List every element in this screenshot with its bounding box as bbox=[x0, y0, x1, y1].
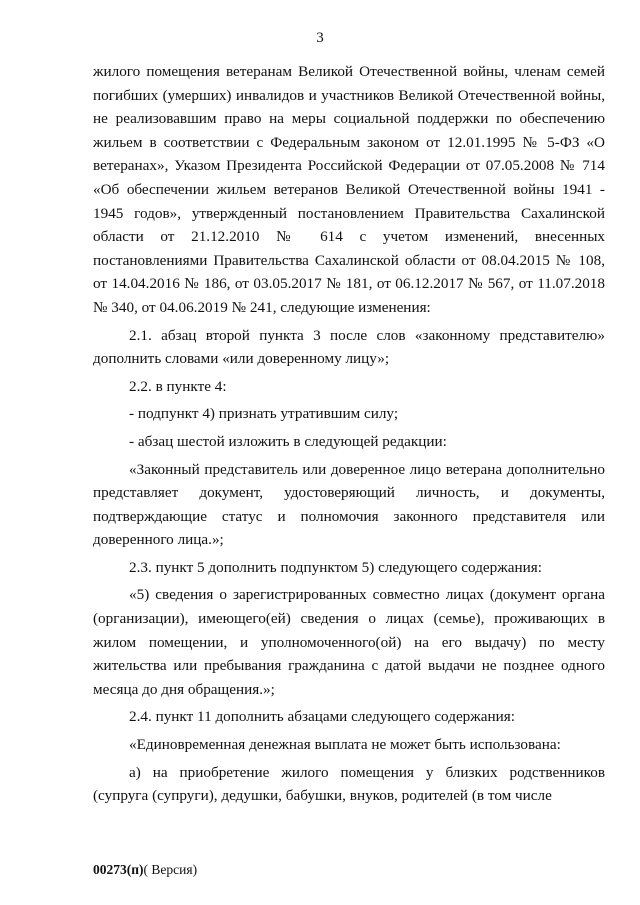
paragraph-2-1: 2.1. абзац второй пункта 3 после слов «законному представителю» дополнить словами «или доверенному лицу»; bbox=[93, 326, 605, 368]
paragraph-quote-representative: «Законный представитель или доверенное лицо ветерана дополнительно представляет документ, удостоверяющий личность, и документы, подтверждающие статус и полномочия законного представителя или доверенного лица.»; bbox=[93, 460, 605, 549]
paragraph-2-2: 2.2. в пункте 4: bbox=[129, 377, 227, 395]
footer-doc-code: 00273(п) bbox=[93, 862, 144, 877]
document-body bbox=[93, 60, 605, 808]
paragraph-intro: жилого помещения ветеранам Великой Отечественной войны, членам семей погибших (умерших) инвалидов и участников Великой Отечественной войны, не реализовавшим право на меры социальной поддержки по обеспечению жильем в соответствии с Федеральным законом от 12.01.1995 № 5-ФЗ «О ветеранах», Указом Президента Российской Федерации от 07.05.2008 № 714 «Об обеспечении жильем ветеранов Великой Отечественной войны 1941 - 1945 годов», утвержденный постановлением Правительства Сахалинской области от 21.12.2010 № 614 с учетом изменений, внесенных постановлениями Правительства Сахалинской области от 08.04.2015 № 108, от 14.04.2016 № 186, от 03.05.2017 № 181, от 06.12.2017 № 567, от 11.07.2018 № 340, от 04.06.2019 № 241, следующие изменения: bbox=[93, 63, 605, 316]
paragraph-subitem-4: - подпункт 4) признать утратившим силу; bbox=[129, 405, 399, 423]
paragraph-sixth-abzac: - абзац шестой изложить в следующей редакции: bbox=[129, 432, 447, 450]
document-footer bbox=[93, 862, 197, 878]
footer-version: ( Версия) bbox=[143, 862, 198, 877]
paragraph-2-4: 2.4. пункт 11 дополнить абзацами следующего содержания: bbox=[129, 708, 515, 726]
paragraph-quote-5: «5) сведения о зарегистрированных совместно лицах (документ органа (организации), имеющего(ей) сведения о лицах (семье), проживающих в жилом помещении, и уполномоченного(ой) на его выдачу) по месту жительства или пребывания гражданина с датой выдачи не позднее одного месяца до дня обращения.»; bbox=[93, 586, 605, 698]
paragraph-2-3: 2.3. пункт 5 дополнить подпунктом 5) следующего содержания: bbox=[129, 558, 542, 576]
paragraph-item-a: а) на приобретение жилого помещения у близких родственников (супруга (супруги), дедушки, бабушки, внуков, родителей (в том числе bbox=[93, 763, 605, 805]
paragraph-quote-payment: «Единовременная денежная выплата не может быть использована: bbox=[129, 736, 561, 754]
page-number: 3 bbox=[316, 30, 324, 46]
